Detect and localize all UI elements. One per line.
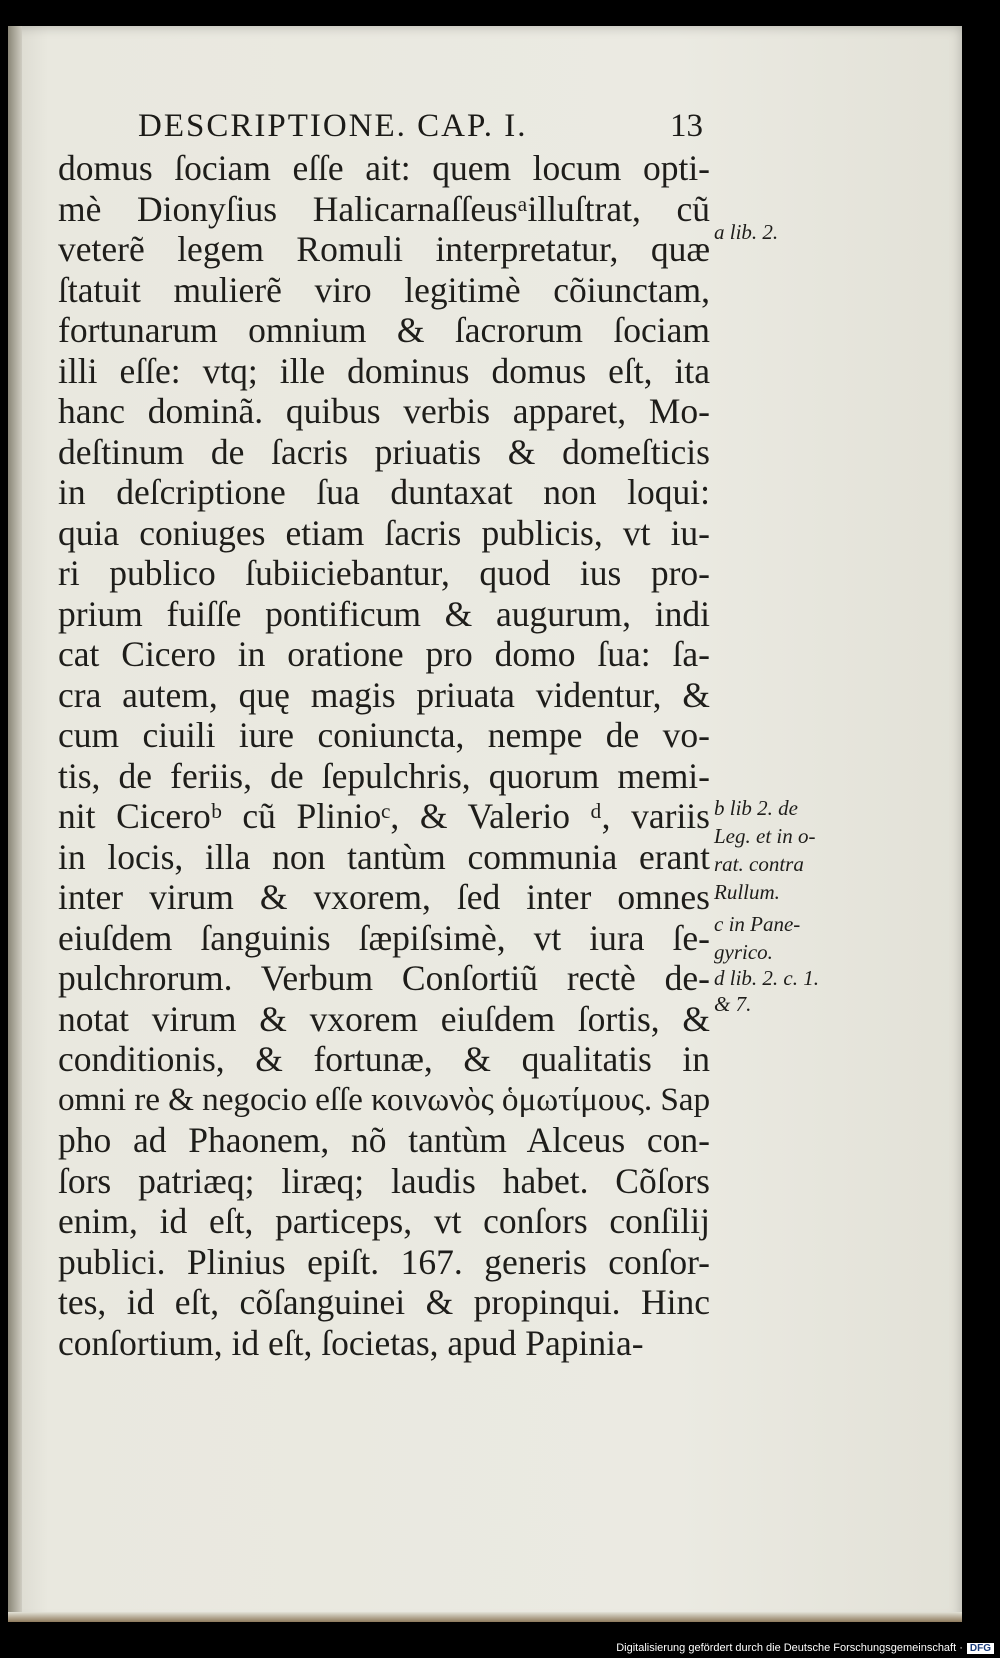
margin-note: & 7. [714, 992, 752, 1016]
text-line: in locis, illa non tantùm communia erant [58, 836, 710, 877]
margin-note: d lib. 2. c. 1. [714, 966, 819, 990]
margin-note: Leg. et in o- [714, 824, 816, 848]
text-line: cat Cicero in oratione pro domo ſua: ſa- [58, 634, 710, 674]
margin-note: rat. contra [714, 852, 804, 876]
text-line: inter virum & vxorem, ſed inter omnes [58, 877, 710, 917]
text-line: tes, id eſt, cõſanguinei & propinqui. Hinc [58, 1282, 710, 1322]
text-line: hanc dominã. quibus verbis apparet, Mo- [58, 391, 710, 431]
margin-note: c in Pane- [714, 912, 801, 936]
margin-note: a lib. 2. [714, 220, 779, 244]
text-line: ſtatuit mulierẽ viro legitimè cõiunctam, [58, 269, 710, 310]
text-line: veterẽ legem Romuli interpretatur, quæ [58, 229, 710, 269]
page-number: 13 [670, 108, 703, 144]
text-line: pulchrorum. Verbum Conſortiũ rectè de- [58, 958, 710, 998]
text-line: deſtinum de ſacris priuatis & domeſticis [58, 431, 710, 472]
text-line: notat virum & vxorem eiuſdem ſortis, & [58, 998, 710, 1039]
credit-text: Digitalisierung gefördert durch die Deutsche Forschungsgemeinschaft · [616, 1642, 963, 1654]
running-head [138, 108, 718, 145]
text-line: ri publico ſubiiciebantur, quod ius pro- [58, 553, 710, 593]
margin-note: b lib 2. de [714, 796, 798, 820]
text-line: ſors patriæq; liræq; laudis habet. Cõſors [58, 1160, 710, 1201]
body-text [58, 148, 710, 1363]
page-bottom-edge [8, 1612, 962, 1622]
text-line: illi eſſe: vtq; ille dominus domus eſt, ita [58, 350, 710, 391]
text-line: eiuſdem ſanguinis ſæpiſsimè, vt iura ſe- [58, 917, 710, 958]
book-page [8, 26, 962, 1622]
margin-note: gyrico. [714, 940, 773, 964]
text-line: omni re & negocio eſſe κοινωνὸς ὁμωτίμους. Sap [58, 1080, 710, 1118]
text-line: domus ſociam eſſe ait: quem locum opti- [58, 148, 710, 188]
running-head-title: DESCRIPTIONE. CAP. I. [138, 108, 528, 144]
text-line: mè Dionyſius Halicarnaſſeusᵃilluſtrat, cũ [58, 188, 710, 229]
margin-note: Rullum. [714, 880, 780, 904]
text-line: fortunarum omnium & ſacrorum ſociam [58, 310, 710, 350]
text-line: in deſcriptione ſua duntaxat non loqui: [58, 472, 710, 512]
text-line: tis, de feriis, de ſepulchris, quorum memi- [58, 755, 710, 796]
text-line: quia coniuges etiam ſacris publicis, vt iu- [58, 512, 710, 553]
dfg-logo: DFG [967, 1643, 994, 1654]
text-line: nit Ciceroᵇ cũ Plinioᶜ, & Valerio ᵈ, variis [58, 796, 710, 836]
text-line: conſortium, id eſt, ſocietas, apud Papinia- [58, 1322, 644, 1363]
text-line: conditionis, & fortunæ, & qualitatis in [58, 1039, 710, 1079]
digitization-credit [616, 1642, 994, 1654]
text-line: publici. Plinius epiſt. 167. generis conſor- [58, 1241, 710, 1282]
text-line: cum ciuili iure coniuncta, nempe de vo- [58, 715, 710, 755]
text-line: prium fuiſſe pontificum & augurum, indi [58, 593, 710, 634]
text-line: cra autem, quę magis priuata videntur, & [58, 674, 710, 715]
page-binding-edge [8, 26, 22, 1622]
text-line: pho ad Phaonem, nõ tantùm Alceus con- [58, 1120, 710, 1160]
text-line: enim, id eſt, particeps, vt conſors conſilij [58, 1201, 710, 1241]
